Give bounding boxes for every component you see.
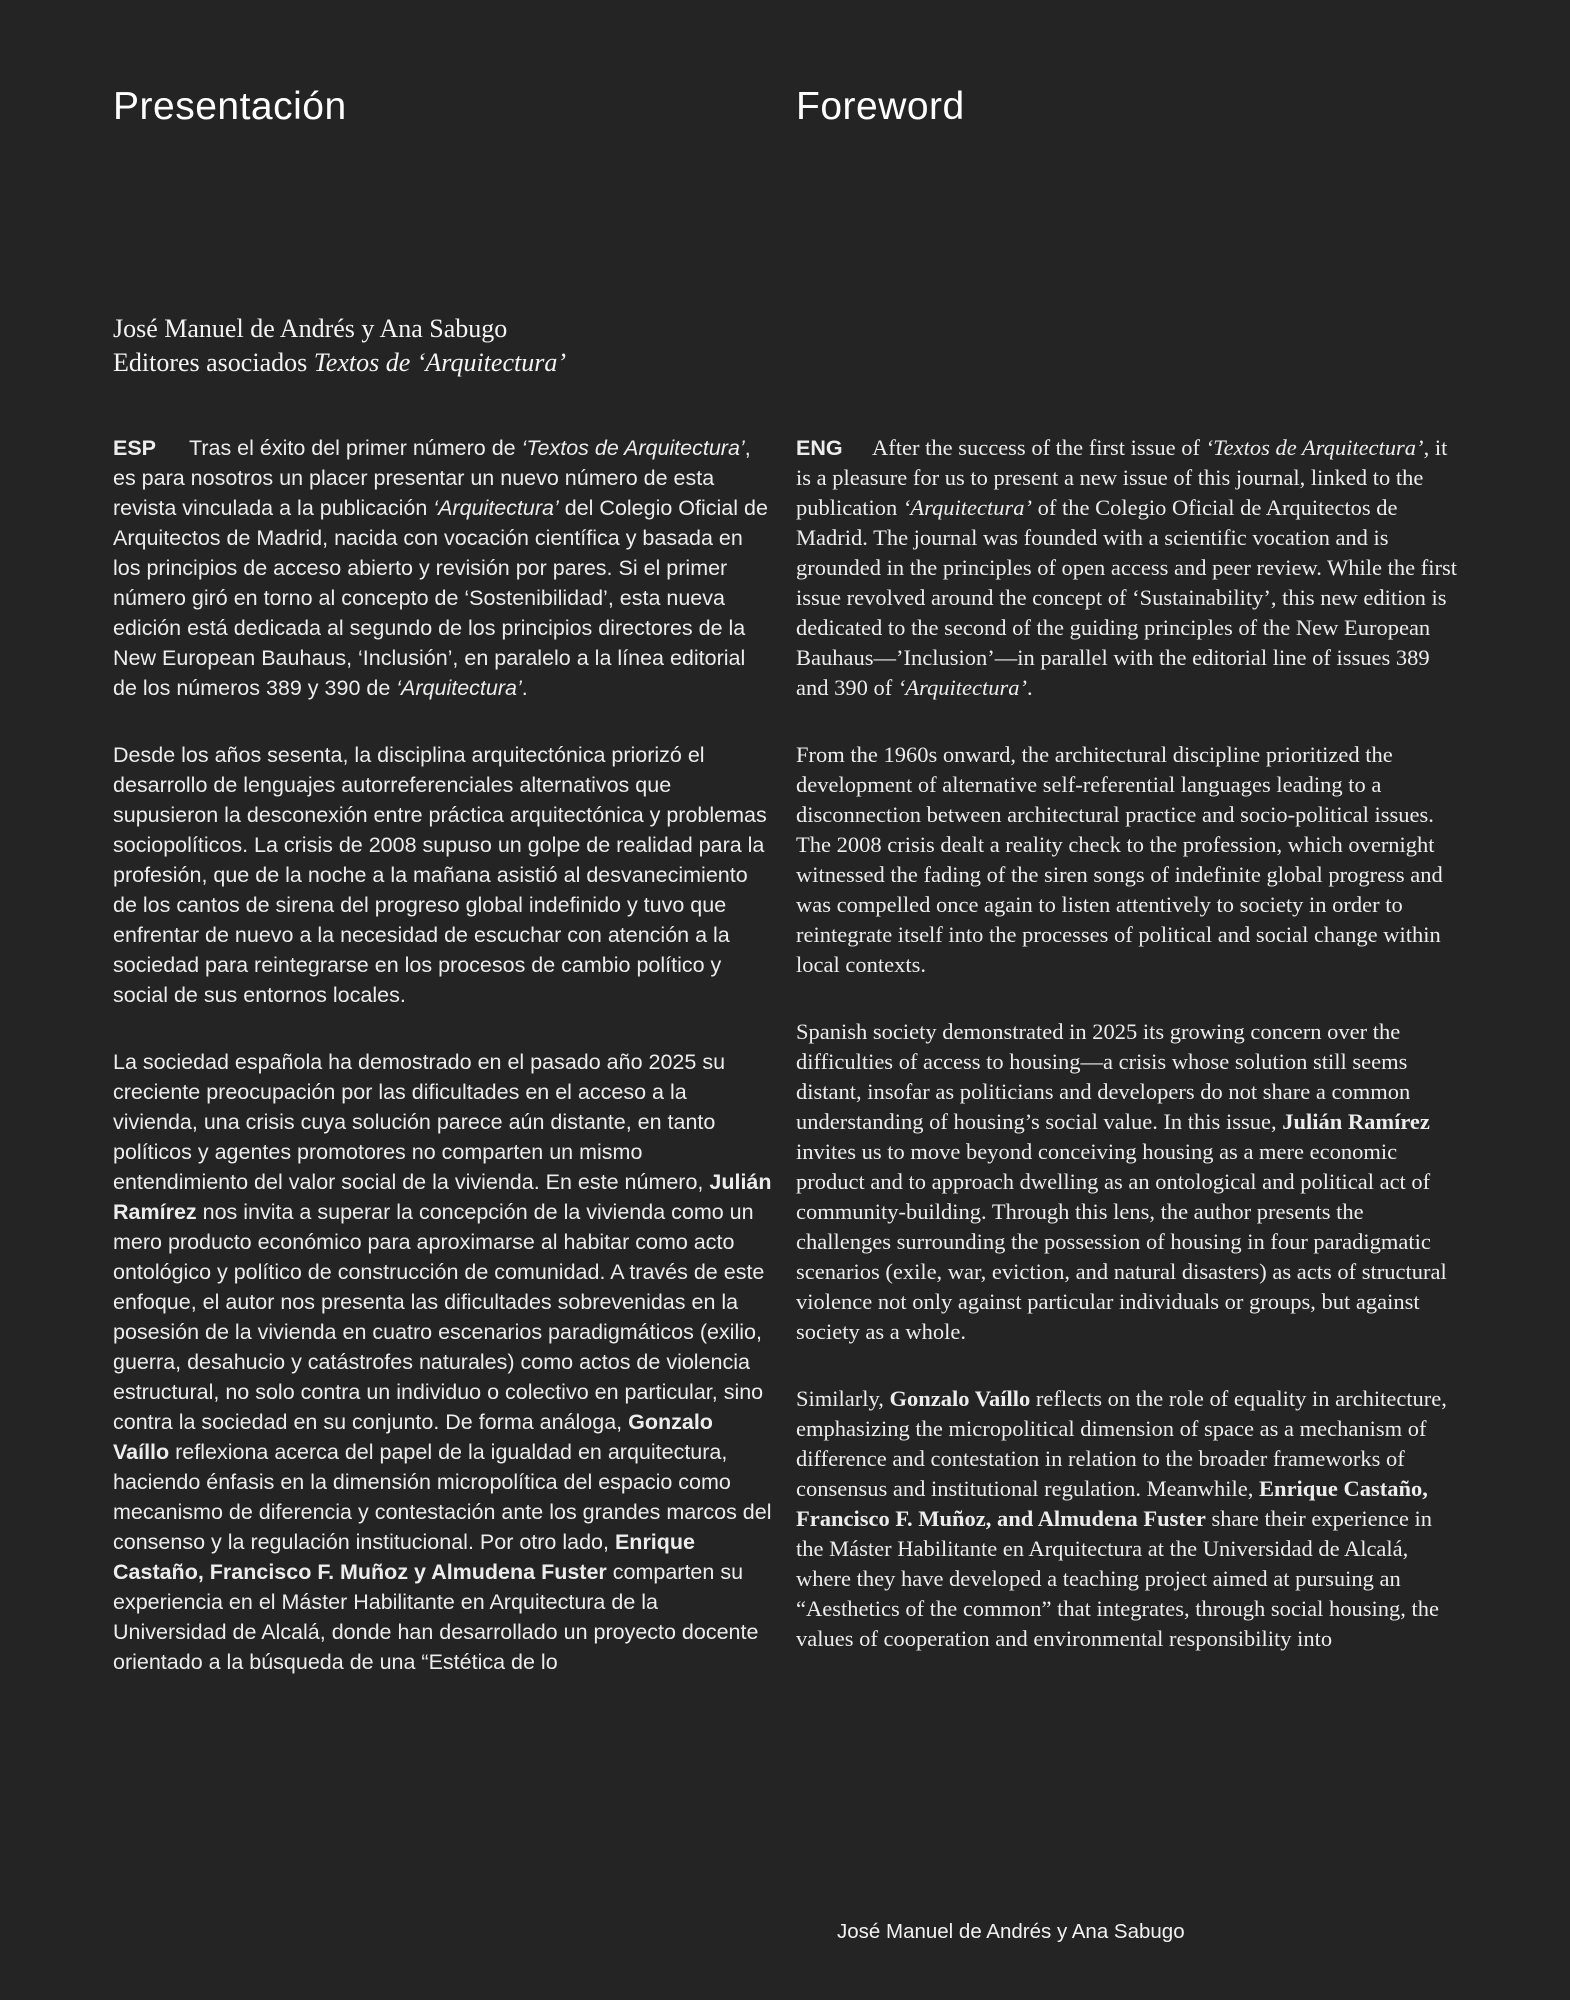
eng-paragraph-2 <box>796 740 1458 980</box>
eng-paragraph-4 <box>796 1384 1458 1654</box>
esp-paragraph-3-text: La sociedad española ha demostrado en el pasado año 2025 su creciente preocupación por las dificultades en el acceso a la vivienda, una crisis cuya solución parece aún distante, en tanto políticos y agentes promotores no comparten un mismo entendimiento del valor social de la vivienda. En este número, Julián Ramírez nos invita a superar la concepción de la vivienda como un mero producto económico para aproximarse al habitar como acto ontológico y político de construcción de comunidad. A través de este enfoque, el autor nos presenta las dificultades sobrevenidas en la posesión de la vivienda en cuatro escenarios paradigmáticos (exilio, guerra, desahucio y catástrofes naturales) como actos de violencia estructural, no solo contra un individuo o colectivo en particular, sino contra la sociedad en su conjunto. De forma análoga, Gonzalo Vaíllo reflexiona acerca del papel de la igualdad en arquitectura, haciendo énfasis en la dimensión micropolítica del espacio como mecanismo de diferencia y contestación ante los grandes marcos del consenso y la regulación institucional. Por otro lado, Enrique Castaño, Francisco F. Muñoz y Almudena Fuster comparten su experiencia en el Máster Habilitante en Arquitectura de la Universidad de Alcalá, donde han desarrollado un proyecto docente orientado a la búsqueda de una “Estética de lo <box>113 1050 772 1674</box>
eng-paragraph-3 <box>796 1017 1458 1347</box>
page-title-english: Foreword <box>796 85 965 128</box>
esp-paragraph-1 <box>113 433 775 703</box>
english-column <box>796 433 1458 1654</box>
byline-authors: José Manuel de Andrés y Ana Sabugo <box>113 314 508 343</box>
page-title-spanish: Presentación <box>113 85 347 128</box>
eng-paragraph-3-text: Spanish society demonstrated in 2025 its growing concern over the difficulties of access to housing—a crisis whose solution still seems distant, insofar as politicians and developers do not share a common understanding of housing’s social value. In this issue, Julián Ramírez invites us to move beyond conceiving housing as a mere economic product and to approach dwelling as an ontological and political act of community-building. Through this lens, the author presents the challenges surrounding the possession of housing in four paradigmatic scenarios (exile, war, eviction, and natural disasters) as acts of structural violence not only against particular individuals or groups, but against society as a whole. <box>796 1019 1447 1344</box>
eng-language-label: ENG <box>796 436 843 460</box>
eng-paragraph-4-text: Similarly, Gonzalo Vaíllo reflects on the role of equality in architecture, emphasizing the micropolitical dimension of space as a mechanism of difference and contestation in relation to the broader frameworks of consensus and institutional regulation. Meanwhile, Enrique Castaño, Francisco F. Muñoz, and Almudena Fuster share their experience in the Máster Habilitante en Arquitectura at the Universidad de Alcalá, where they have developed a teaching project aimed at pursuing an “Aesthetics of the common” that integrates, through social housing, the values of cooperation and environmental responsibility into <box>796 1386 1447 1651</box>
eng-paragraph-1-text: After the success of the first issue of ‘Textos de Arquitectura’, it is a pleasure for us to present a new issue of this journal, linked to the publication ‘Arquitectura’ of the Colegio Oficial de Arquitectos de Madrid. The journal was founded with a scientific vocation and is grounded in the principles of open access and peer review. While the first issue revolved around the concept of ‘Sustainability’, this new edition is dedicated to the second of the guiding principles of the New European Bauhaus—’Inclusion’—in parallel with the editorial line of issues 389 and 390 of ‘Arquitectura’. <box>796 435 1458 700</box>
eng-paragraph-2-text: From the 1960s onward, the architectural discipline prioritized the development of alternative self-referential languages leading to a disconnection between architectural practice and socio-political issues. The 2008 crisis dealt a reality check to the profession, which overnight witnessed the fading of the siren songs of indefinite global progress and was compelled once again to listen attentively to society in order to reintegrate itself into the processes of political and social change within local contexts. <box>796 742 1443 977</box>
esp-paragraph-2-text: Desde los años sesenta, la disciplina arquitectónica priorizó el desarrollo de lenguajes autorreferenciales alternativos que supusieron la desconexión entre práctica arquitectónica y problemas sociopolíticos. La crisis de 2008 supuso un golpe de realidad para la profesión, que de la noche a la mañana asistió al desvanecimiento de los cantos de sirena del progreso global indefinido y tuvo que enfrentar de nuevo a la necesidad de escuchar con atención a la sociedad para reintegrarse en los procesos de cambio político y social de sus entornos locales. <box>113 743 767 1007</box>
byline-role-line <box>113 346 566 380</box>
esp-paragraph-2 <box>113 740 775 1010</box>
byline-journal-title: Textos de ‘Arquitectura’ <box>313 348 566 377</box>
eng-paragraph-1 <box>796 433 1458 703</box>
esp-paragraph-1-text: Tras el éxito del primer número de ‘Textos de Arquitectura’, es para nosotros un placer presentar un nuevo número de esta revista vinculada a la publicación ‘Arquitectura’ del Colegio Oficial de Arquitectos de Madrid, nacida con vocación científica y basada en los principios de acceso abierto y revisión por pares. Si el primer número giró en torno al concepto de ‘Sostenibilidad’, esta nueva edición está dedicada al segundo de los principios directores de la New European Bauhaus, ‘Inclusión’, en paralelo a la línea editorial de los números 389 y 390 de ‘Arquitectura’. <box>113 436 768 700</box>
esp-paragraph-3 <box>113 1047 775 1677</box>
esp-language-label: ESP <box>113 436 157 460</box>
byline <box>113 312 566 380</box>
page-footer-credit: José Manuel de Andrés y Ana Sabugo <box>837 1920 1185 1943</box>
spanish-column <box>113 433 775 1677</box>
byline-role: Editores asociados <box>113 348 314 377</box>
